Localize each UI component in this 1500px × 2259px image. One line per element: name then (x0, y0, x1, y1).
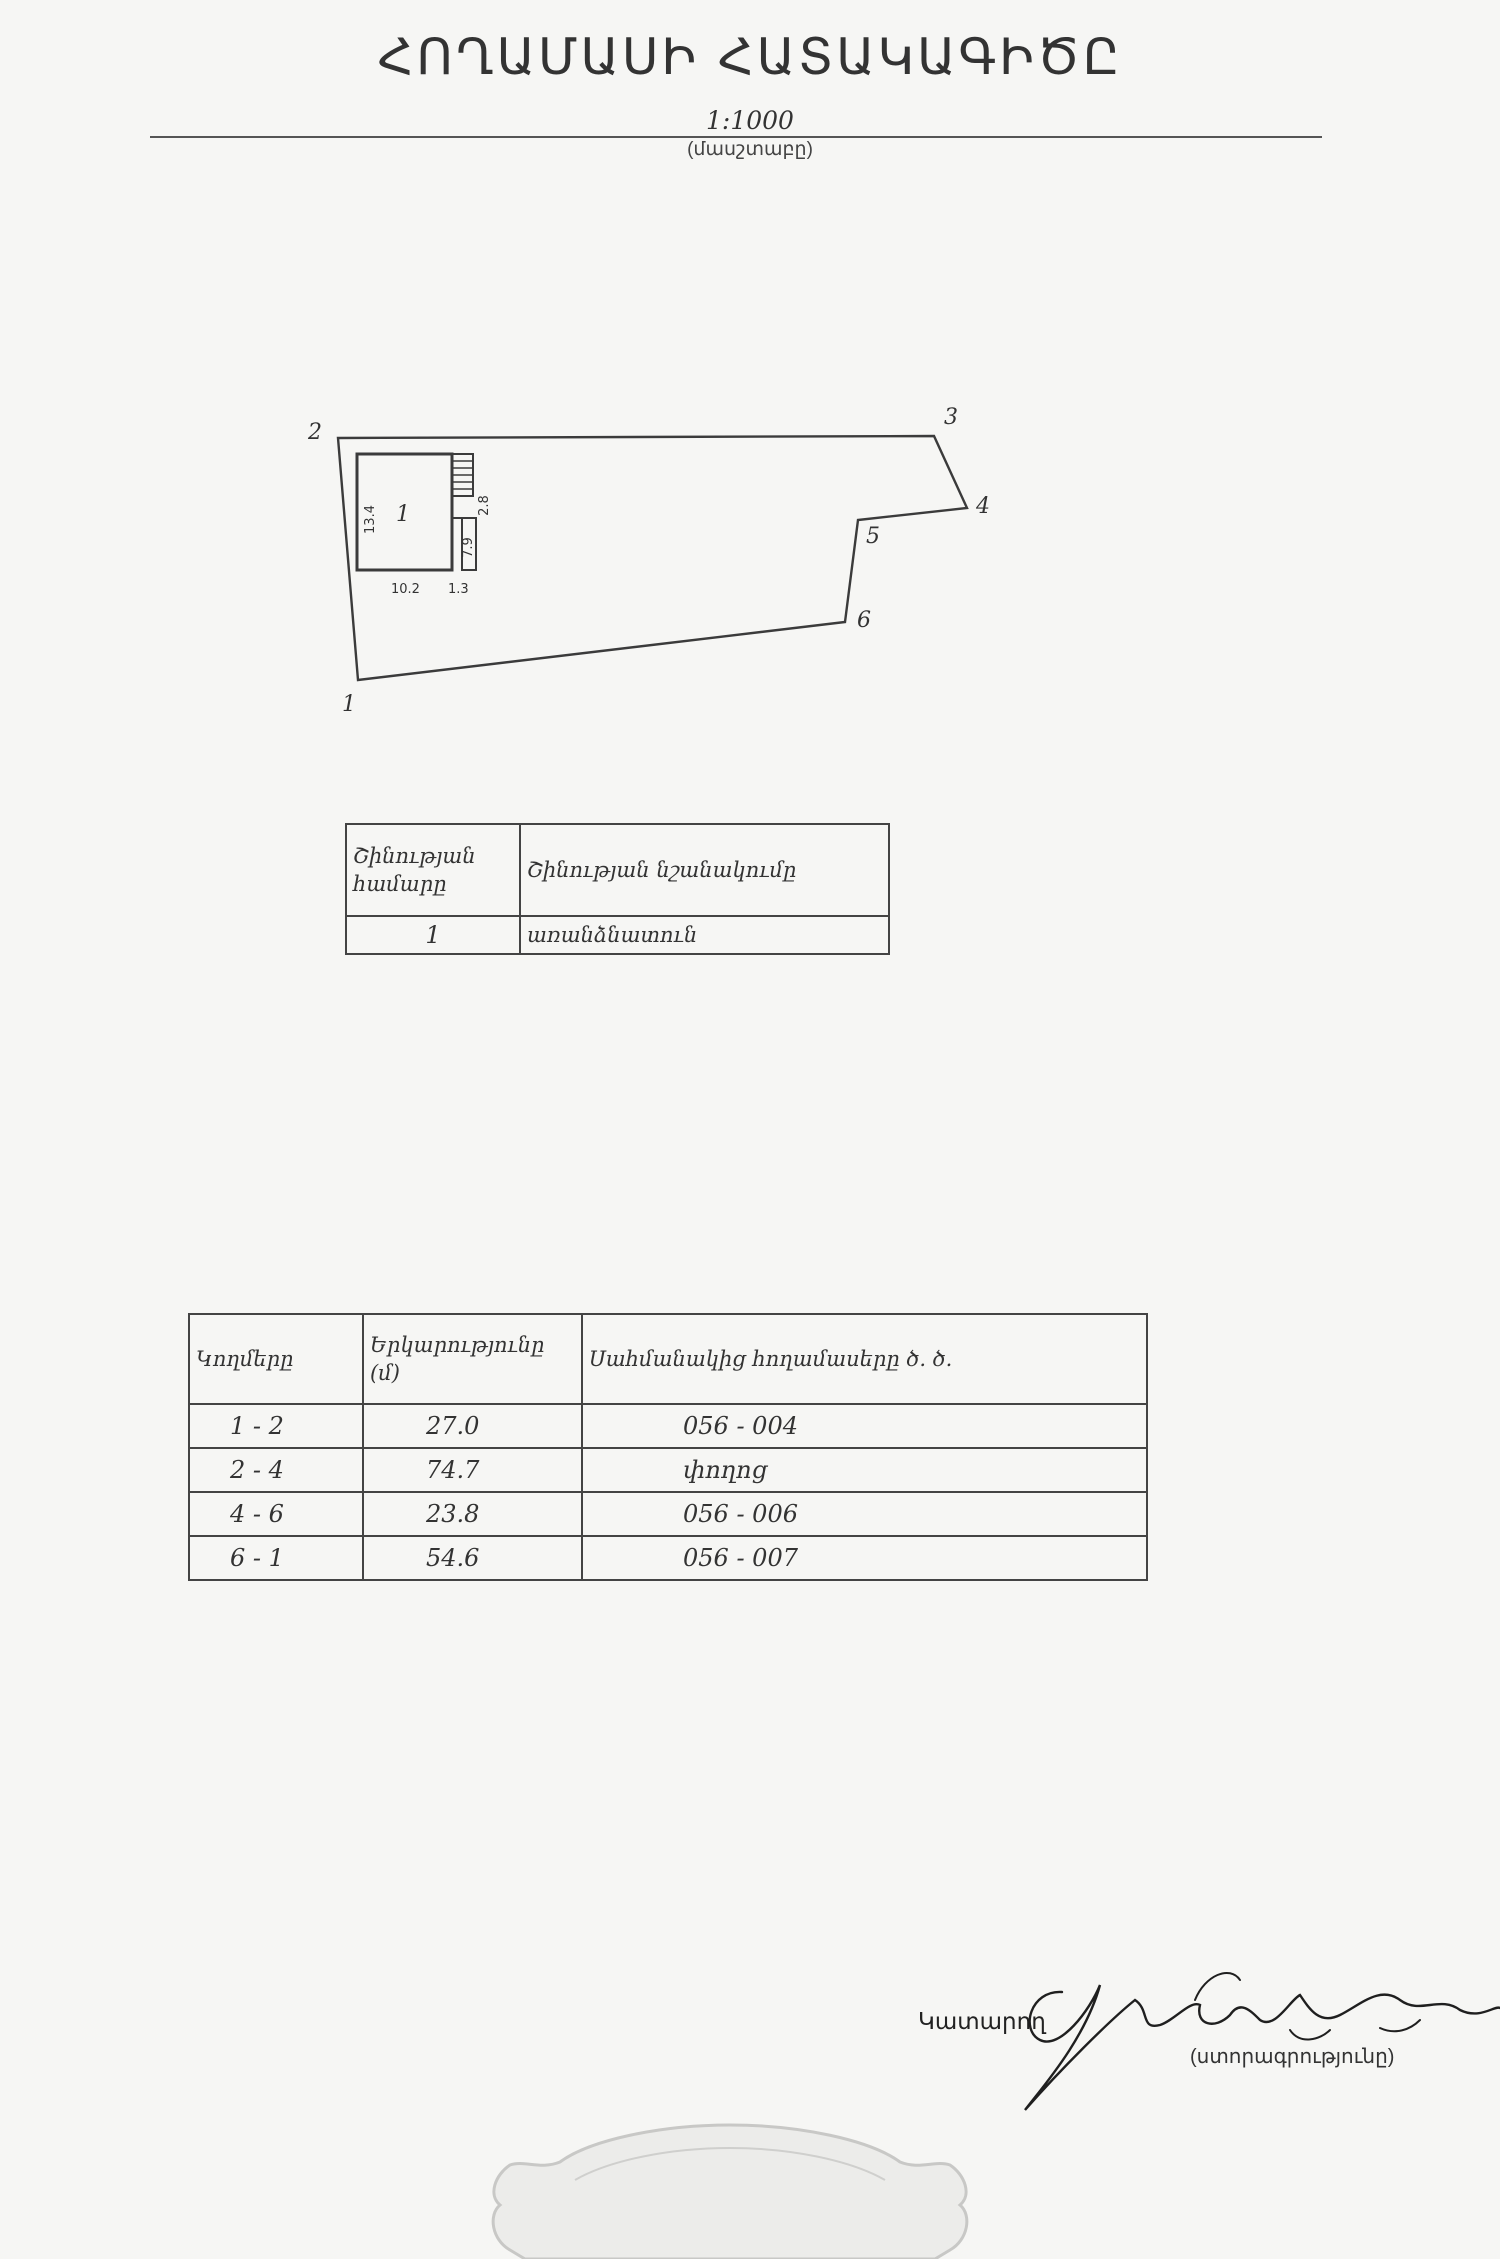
cell-length: 27.0 (363, 1404, 582, 1448)
cell-side: 6 - 1 (189, 1536, 363, 1580)
vertex-label-2: 2 (308, 420, 322, 445)
header-building-number: Շինության համարը (346, 824, 520, 916)
vertex-label-1: 1 (342, 692, 356, 717)
header-sides: Կողմերը (189, 1314, 363, 1404)
cell-length: 74.7 (363, 1448, 582, 1492)
vertex-label-5: 5 (866, 524, 880, 549)
cell-length: 23.8 (363, 1492, 582, 1536)
cell-length: 54.6 (363, 1536, 582, 1580)
cell-neighbour: 056 - 004 (582, 1404, 1147, 1448)
building-number-label: 1 (396, 502, 410, 527)
cell-side: 4 - 6 (189, 1492, 363, 1536)
scale-value: 1:1000 (706, 106, 794, 135)
cell-side: 1 - 2 (189, 1404, 363, 1448)
document-title: ՀՈՂԱՄԱՍԻ ՀԱՏԱԿԱԳԻԾԸ (377, 28, 1123, 86)
cell-building-number: 1 (346, 916, 520, 954)
signature-caption: (ստորագրությունը) (1190, 2046, 1395, 2068)
cell-side: 2 - 4 (189, 1448, 363, 1492)
header-length: Երկարությունը (մ) (363, 1314, 582, 1404)
contractor-label: Կատարող (918, 2008, 1046, 2034)
annex-length-dim: 7.9 (460, 537, 476, 558)
vertex-label-3: 3 (944, 405, 958, 430)
header-building-purpose: Շինության նշանակումը (520, 824, 889, 916)
building-width-dim: 10.2 (391, 582, 420, 597)
vertex-label-4: 4 (976, 494, 990, 519)
cell-building-purpose: առանձնատուն (520, 916, 889, 954)
vertex-label-6: 6 (857, 608, 871, 633)
stair-depth-dim: 2.8 (476, 495, 492, 516)
cell-neighbour: փողոց (582, 1448, 1147, 1492)
cell-neighbour: 056 - 007 (582, 1536, 1147, 1580)
cell-neighbour: 056 - 006 (582, 1492, 1147, 1536)
building-height-dim: 13.4 (362, 505, 378, 534)
header-neighbours: Սահմանակից հողամասերը ծ. ծ. (582, 1314, 1147, 1404)
annex-width-dim: 1.3 (448, 582, 469, 597)
scale-caption: (մասշտաբը) (687, 139, 813, 160)
